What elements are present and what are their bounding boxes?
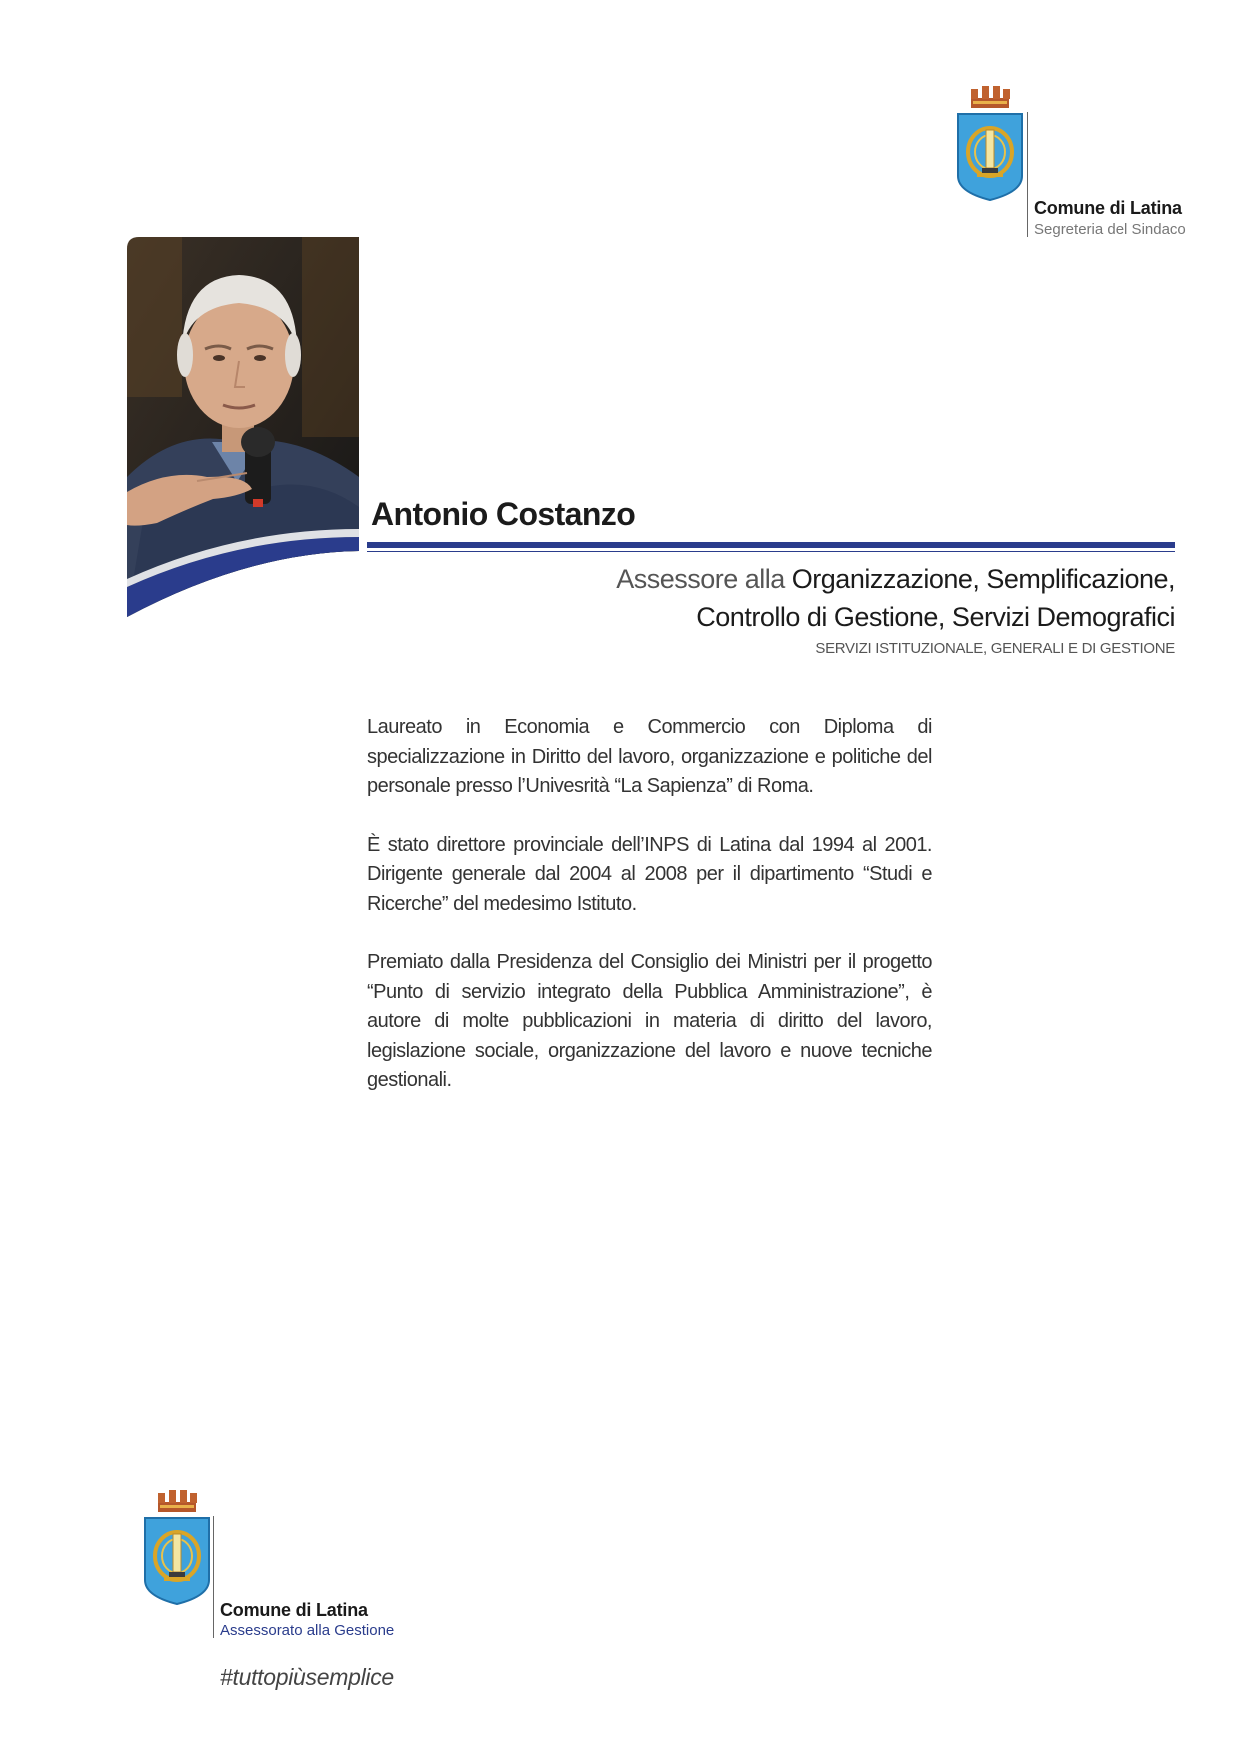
role-prefix: Assessore alla [616,564,785,594]
header-org-name: Comune di Latina [1034,198,1182,218]
person-name: Antonio Costanzo [371,496,636,532]
department-label: SERVIZI ISTITUZIONALE, GENERALI E DI GESTIONE [815,640,1175,657]
city-crest-icon [955,84,1025,202]
bio-paragraph-3: Premiato dalla Presidenza del Consiglio dei Ministri per il progetto “Punto di servizio integrato della Pubblica Amministrazione”, è autore di molte pubblicazioni in materia di diritto del lavoro, legislazione sociale, organizzazione del lavoro e nuove tecniche gestionali. [367,951,932,1091]
role-line-1-text: Organizzazione, Semplificazione, [791,564,1175,594]
footer-org-name: Comune di Latina [220,1600,368,1620]
portrait-photo [127,237,359,617]
footer-divider [213,1516,214,1638]
bio-paragraph-2: È stato direttore provinciale dell’INPS di Latina dal 1994 al 2001. Dirigente generale dal 2004 al 2008 per il dipartimento “Studi e Ricerche” del medesimo Istituto. [367,833,932,915]
role-title [616,560,1175,636]
bio-paragraph-1: Laureato in Economia e Commercio con Diploma di specializzazione in Diritto del lavoro, organizzazione e politiche del personale presso l’Univesrità “La Sapienza” di Roma. [367,716,932,797]
city-crest-icon [142,1488,212,1606]
footer-org-office: Assessorato alla Gestione [220,1622,395,1639]
header-org-office: Segreteria del Sindaco [1034,221,1186,238]
name-underline [367,542,1175,548]
name-underline-thin [367,551,1175,552]
role-line-1 [616,560,1175,598]
role-line-2: Controllo di Gestione, Servizi Demografici [696,602,1175,632]
footer-hashtag: #tuttopiùsemplice [220,1664,394,1690]
biography [367,713,932,1125]
header-divider [1027,112,1028,237]
